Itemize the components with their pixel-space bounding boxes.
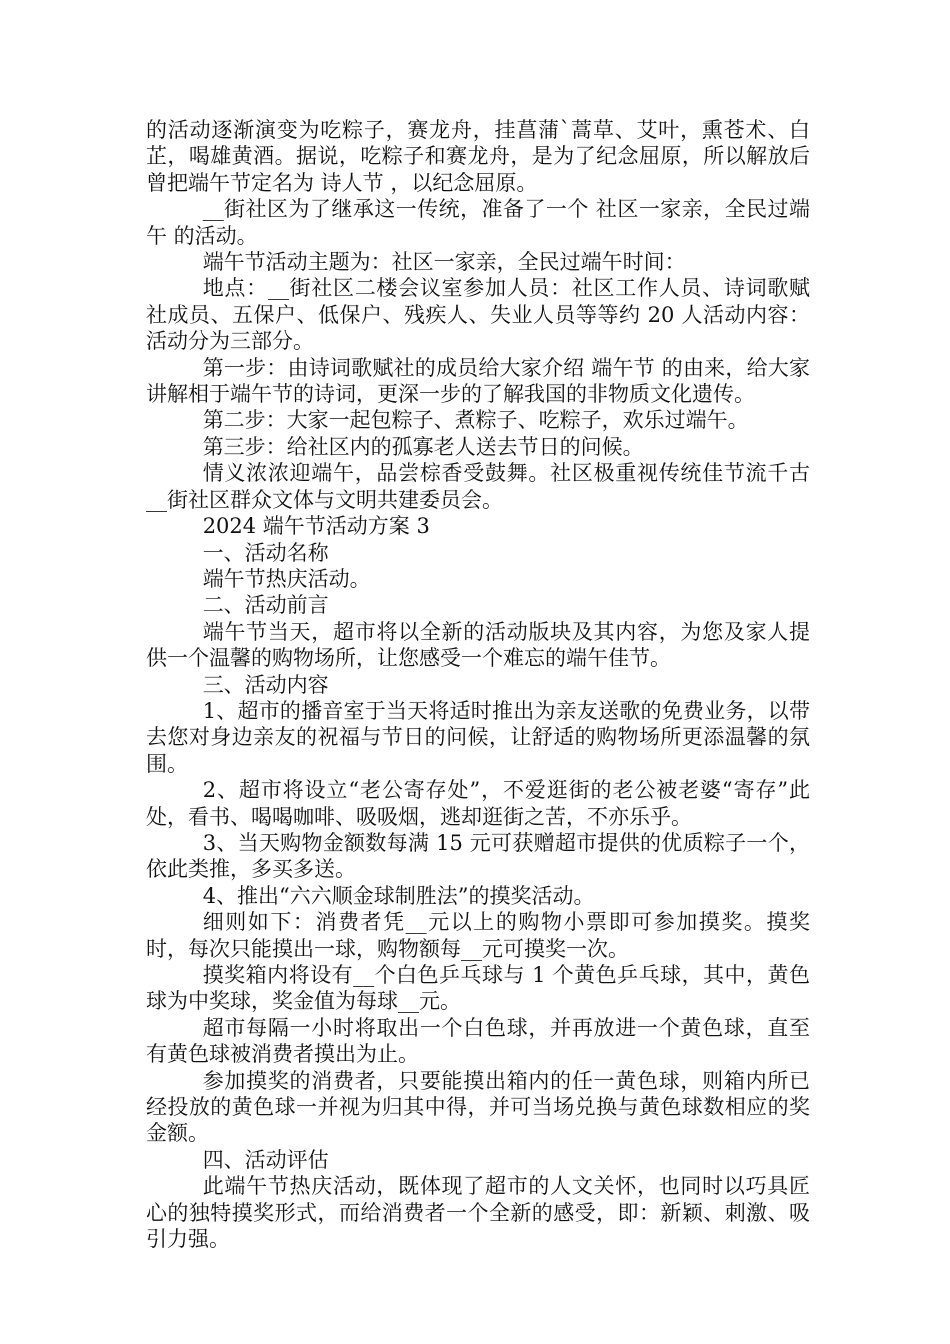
section-title-plan-3: 2024 端午节活动方案 3 (202, 514, 430, 539)
heading-activity-evaluation: 四、活动评估 (202, 1147, 329, 1172)
document-body (146, 117, 810, 1252)
paragraph-activity-preface: 端午节当天，超市将以全新的活动版块及其内容，为您及家人提供一个温馨的购物场所，让您感受一个难忘的端午佳节。 (146, 619, 810, 671)
paragraph-activity-name: 端午节热庆活动。 (202, 566, 371, 591)
paragraph-rules: 细则如下：消费者凭__元以上的购物小票即可参加摸奖。摸奖时，每次只能摸出一球，购物额每__元可摸奖一次。 (146, 910, 810, 961)
heading-activity-name: 一、活动名称 (202, 540, 329, 565)
paragraph-activity-theme: 端午节活动主题为：社区一家亲，全民过端午时间： (202, 250, 686, 275)
paragraph-winning: 参加摸奖的消费者，只要能摸出箱内的任一黄色球，则箱内所已经投放的黄色球一并视为归其中得，并可当场兑换与黄色球数相应的奖金额。 (146, 1068, 810, 1146)
paragraph-content-item-4: 4、推出“六六顺金球制胜法”的摸奖活动。 (202, 883, 595, 908)
paragraph-evaluation: 此端午节热庆活动，既体现了超市的人文关怀，也同时以巧具匠心的独特摸奖形式，而给消费者一个全新的感受，即：新颖、刺激、吸引力强。 (146, 1174, 810, 1252)
paragraph-location-participants: 地点：__街社区二楼会议室参加人员：社区工作人员、诗词歌赋社成员、五保户、低保户、残疾人、失业人员等等约 20 人活动内容：活动分为三部分。 (146, 276, 810, 354)
paragraph-step-three: 第三步：给社区内的孤寡老人送去节日的问候。 (202, 434, 644, 459)
paragraph-content-item-3: 3、当天购物金额数每满 15 元可获赠超市提供的优质粽子一个，依此类推，多买多送。 (146, 830, 810, 882)
paragraph-step-one: 第一步：由诗词歌赋社的成员给大家介绍 端午节 的由来，给大家讲解相于端午节的诗词，更深一步的了解我国的非物质文化遗传。 (146, 355, 810, 407)
paragraph-community-tradition: __街社区为了继承这一传统，准备了一个 社区一家亲，全民过端午 的活动。 (146, 197, 810, 248)
heading-activity-content: 三、活动内容 (202, 672, 329, 697)
paragraph-hourly-swap: 超市每隔一小时将取出一个白色球，并再放进一个黄色球，直至有黄色球被消费者摸出为止。 (146, 1015, 810, 1067)
paragraph-prize-box: 摸奖箱内将设有__个白色乒乓球与 1 个黄色乒乓球，其中，黄色球为中奖球，奖金值为每球__元。 (146, 963, 810, 1014)
paragraph-continuation: 的活动逐渐演变为吃粽子，赛龙舟，挂菖蒲`蒿草、艾叶，熏苍术、白芷，喝雄黄酒。据说，吃粽子和赛龙舟，是为了纪念屈原，所以解放后曾把端午节定名为 诗人节 ，以纪念屈原。 (146, 118, 810, 195)
paragraph-content-item-2: 2、超市将设立“老公寄存处”，不爱逛街的老公被老婆“寄存”此处，看书、喝喝咖啡、吸吸烟，逃却逛街之苦，不亦乐乎。 (146, 778, 810, 829)
paragraph-closing-verse: 情义浓浓迎端午，品尝棕香受鼓舞。社区极重视传统佳节流千古__街社区群众文体与文明共建委员会。 (146, 461, 810, 512)
paragraph-content-item-1: 1、超市的播音室于当天将适时推出为亲友送歌的免费业务，以带去您对身边亲友的祝福与节日的问候，让舒适的购物场所更添温馨的氛围。 (146, 698, 810, 776)
heading-activity-preface: 二、活动前言 (202, 593, 329, 618)
paragraph-step-two: 第二步：大家一起包粽子、煮粽子、吃粽子，欢乐过端午。 (202, 408, 749, 433)
